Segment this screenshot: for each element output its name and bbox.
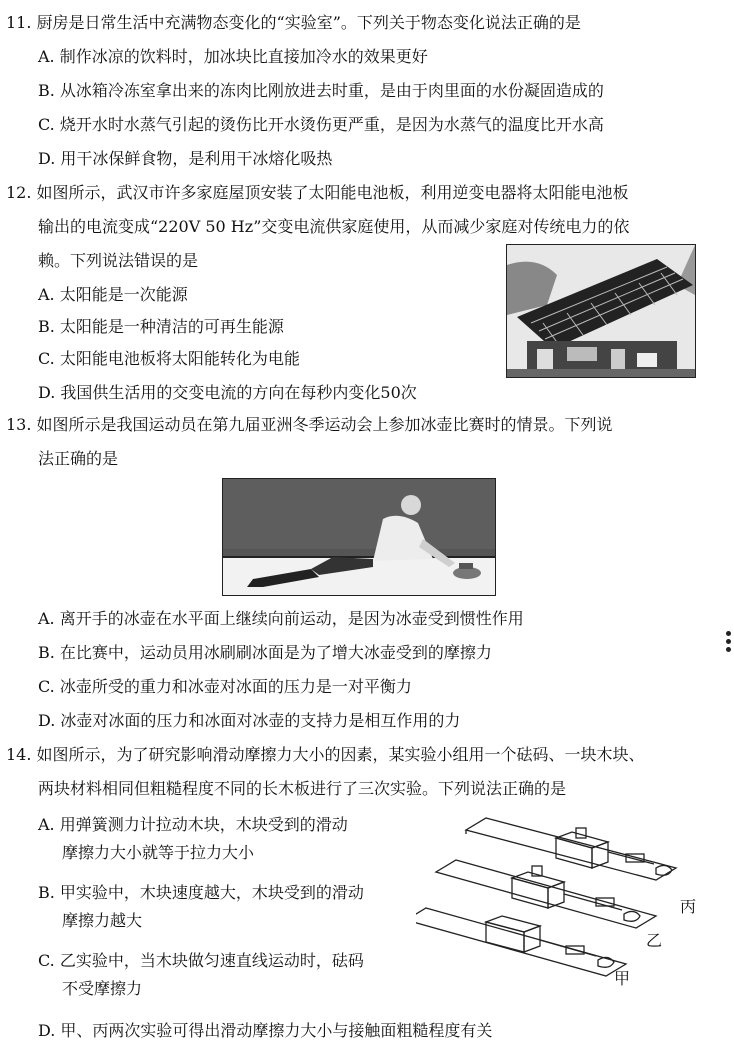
q14-option-c-line2: 不受摩擦力: [62, 979, 143, 998]
q11-option-b: B. 从冰箱冷冻室拿出来的冻肉比刚放进去时重，是由于肉里面的水份凝固造成的: [38, 81, 604, 100]
figure-label-bing: 丙: [680, 897, 697, 916]
q12-option-d: D. 我国供生活用的交变电流的方向在每秒内变化50次: [38, 383, 417, 402]
q14-option-d: D. 甲、丙两次实验可得出滑动摩擦力大小与接触面粗糙程度有关: [38, 1021, 493, 1040]
friction-experiment-figure: [416, 808, 716, 994]
q13-option-c: C. 冰壶所受的重力和冰壶对冰面的压力是一对平衡力: [38, 677, 412, 696]
q12-stem-line2: 输出的电流变成“220V 50 Hz”交变电流供家庭使用，从而减少家庭对传统电力的依: [38, 217, 630, 236]
q11-option-c: C. 烧开水时水蒸气引起的烫伤比开水烫伤更严重，是因为水蒸气的温度比开水高: [38, 115, 604, 134]
q12-option-b: B. 太阳能是一种清洁的可再生能源: [38, 317, 284, 336]
page-handle-dots: [726, 628, 732, 655]
curling-figure: [222, 478, 496, 596]
q14-option-b-line2: 摩擦力越大: [62, 911, 143, 930]
figure-label-jia: 甲: [614, 969, 631, 988]
q13-option-b: B. 在比赛中，运动员用冰刷刷冰面是为了增大冰壶受到的摩擦力: [38, 643, 492, 662]
q13-stem-line1: 13. 如图所示是我国运动员在第九届亚洲冬季运动会上参加冰壶比赛时的情景。下列说: [6, 415, 613, 434]
q14-stem-line1: 14. 如图所示，为了研究影响滑动摩擦力大小的因素，某实验小组用一个砝码、一块木块、: [6, 745, 645, 764]
q14-option-b-line1: B. 甲实验中，木块速度越大，木块受到的滑动: [38, 883, 364, 902]
q13-option-a: A. 离开手的冰壶在水平面上继续向前运动，是因为冰壶受到惯性作用: [38, 609, 524, 628]
q11-option-d: D. 用干冰保鲜食物，是利用干冰熔化吸热: [38, 149, 333, 168]
q12-option-a: A. 太阳能是一次能源: [38, 285, 188, 304]
q14-option-a-line2: 摩擦力大小就等于拉力大小: [62, 843, 255, 862]
q14-option-c-line1: C. 乙实验中，当木块做匀速直线运动时，砝码: [38, 951, 364, 970]
q13-stem-line2: 法正确的是: [38, 449, 119, 468]
q12-option-c: C. 太阳能电池板将太阳能转化为电能: [38, 349, 300, 368]
q12-stem-line3: 赖。下列说法错误的是: [38, 251, 199, 270]
q14-stem-line2: 两块材料相同但粗糙程度不同的长木板进行了三次实验。下列说法正确的是: [38, 779, 567, 798]
solar-house-figure: [506, 244, 696, 378]
q12-stem-line1: 12. 如图所示，武汉市许多家庭屋顶安装了太阳能电池板，利用逆变电器将太阳能电池板: [6, 183, 629, 202]
q14-option-a-line1: A. 用弹簧测力计拉动木块，木块受到的滑动: [38, 815, 348, 834]
figure-label-yi: 乙: [646, 931, 663, 950]
q11-option-a: A. 制作冰凉的饮料时，加冰块比直接加冷水的效果更好: [38, 47, 428, 66]
q11-stem: 11. 厨房是日常生活中充满物态变化的“实验室”。下列关于物态变化说法正确的是: [6, 13, 581, 32]
q13-option-d: D. 冰壶对冰面的压力和冰面对冰壶的支持力是相互作用的力: [38, 711, 461, 730]
